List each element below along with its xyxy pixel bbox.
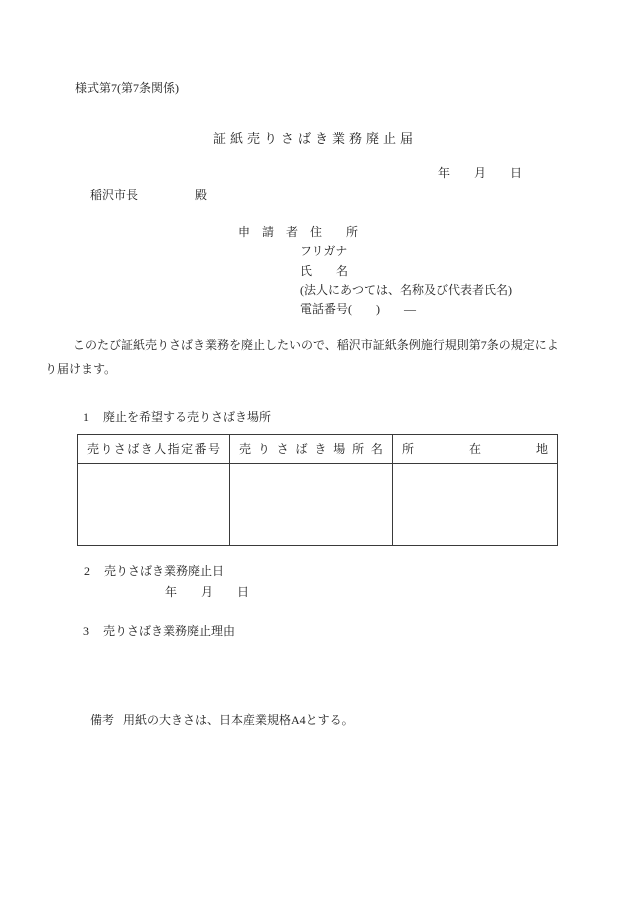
table-header-row bbox=[78, 435, 557, 464]
section-2-title: 売りさばき業務廃止日 bbox=[104, 564, 225, 578]
remarks-line bbox=[90, 712, 354, 728]
section-3-heading bbox=[83, 623, 235, 639]
applicant-furigana-label: フリガナ bbox=[300, 244, 348, 259]
cell-address bbox=[393, 464, 557, 545]
remarks-text: 用紙の大きさは、日本産業規格A4とする。 bbox=[123, 713, 354, 727]
section-1-number: 1 bbox=[83, 410, 89, 424]
recipient-line bbox=[90, 187, 207, 203]
section-2-number: 2 bbox=[84, 564, 90, 578]
applicant-corporate-note: (法人にあつては、名称及び代表者氏名) bbox=[300, 282, 512, 297]
section-1-title: 廃止を希望する売りさばき場所 bbox=[103, 410, 272, 424]
applicant-address-label: 申 請 者 住 所 bbox=[238, 225, 359, 239]
cell-seller-number bbox=[78, 464, 230, 545]
applicant-name-label: 氏 名 bbox=[300, 263, 349, 278]
section-2-date-line: 年 月 日 bbox=[165, 585, 250, 599]
body-paragraph: このたび証紙売りさばき業務を廃止したいので、稲沢市証紙条例施行規則第7条の規定により届けます。 bbox=[45, 338, 559, 376]
form-number: 様式第7(第7条関係) bbox=[75, 81, 179, 95]
document-title: 証紙売りさばき業務廃止届 bbox=[212, 131, 417, 146]
applicant-phone-label: 電話番号( ) ― bbox=[300, 302, 416, 317]
section-3-title: 売りさばき業務廃止理由 bbox=[103, 624, 236, 638]
section-1-heading bbox=[83, 409, 271, 425]
section-2-heading bbox=[84, 563, 224, 579]
table-row bbox=[78, 464, 557, 545]
discontinued-locations-table bbox=[77, 434, 558, 546]
date-line: 年 月 日 bbox=[438, 166, 523, 180]
section-3-number: 3 bbox=[83, 624, 89, 638]
remarks-label: 備考 bbox=[90, 713, 115, 727]
column-header-place-name: 売 り さ ば き 場 所 名 bbox=[230, 435, 393, 463]
column-header-seller-number: 売 り さ ば き 人 指 定 番 号 bbox=[78, 435, 230, 463]
cell-place-name bbox=[230, 464, 393, 545]
column-header-address: 所 在 地 bbox=[402, 442, 548, 456]
recipient-name: 稲沢市長 bbox=[90, 188, 139, 202]
honorific: 殿 bbox=[195, 188, 208, 202]
applicant-block bbox=[238, 223, 512, 319]
